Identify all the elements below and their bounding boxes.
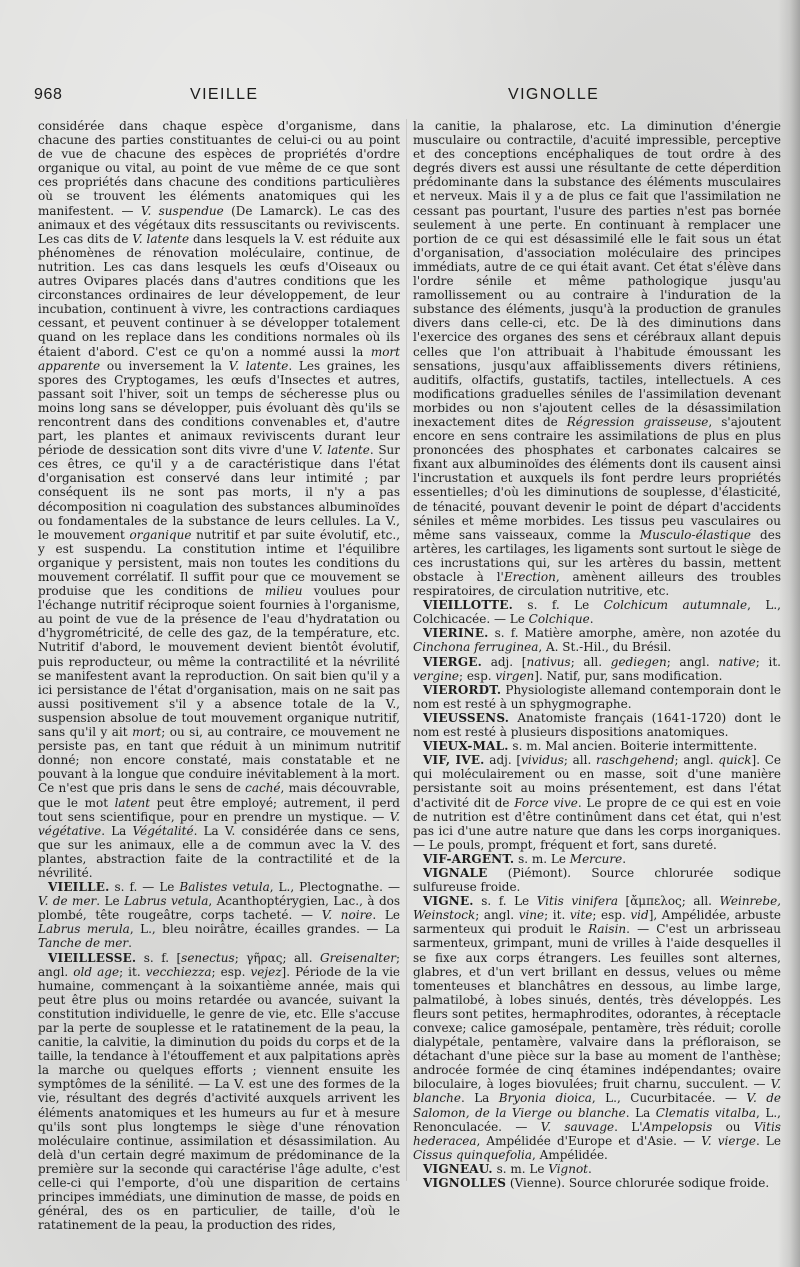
italic-term: Bryonia dioica <box>498 1091 592 1106</box>
dictionary-entry <box>413 655 781 683</box>
entry-text: ], Ampélidée, arbuste sarmenteux qui produit le <box>413 908 781 937</box>
entry-text: , L., Cucurbitacée. — <box>591 1091 747 1106</box>
italic-term: Greisenalter <box>320 950 396 965</box>
italic-term: Tanche de mer <box>38 936 129 951</box>
entry-text: ; esp. <box>592 908 631 923</box>
dictionary-entry <box>413 1176 781 1190</box>
entry-continuation <box>413 119 781 598</box>
italic-term: V. de mer <box>38 894 97 909</box>
italic-term: Erection <box>503 570 556 584</box>
entry-text: adj. [ <box>484 753 522 768</box>
headword: VIEUX-MAL. <box>423 739 509 754</box>
italic-term: Mercure <box>569 851 623 866</box>
entry-text: peut être employé; autrement, il perd tout sens scientifique, pour en prendre un mystique. — <box>38 795 400 824</box>
entry-text: . La <box>460 1091 499 1106</box>
entry-text: . <box>622 851 627 866</box>
entry-text: voulues pour l'échange nutritif réciproque soient fournies à l'organisme, au point de vue de la présence de l'eau d'hydratation ou d'hygrométricité, de celle des gaz, de la température, etc. Nutritif d'abord, le mouvement devient bientôt évolutif, puis reproducteur, ou même la contractilité et la névrilité se manifestent avant la reproduction. On sait bien qu'il y a ici persistance de l'état d'organisation, mais on ne sait pas aussi positivement s'il y a absence totale de la V., suspension absolue de tout mouvement organique nutritif, sans qu'il y ait <box>38 584 400 740</box>
italic-term: mort apparente <box>38 344 400 373</box>
italic-term: old age <box>73 964 120 979</box>
entry-text: ; angl. <box>674 753 719 768</box>
entry-text: (Vienne). Source chlorurée sodique froide. <box>506 1176 770 1191</box>
entry-text: s. f. Le <box>512 598 604 613</box>
entry-text: ]. Ce qui moléculairement ou en masse, soit d'une manière persistante soit au moins présentement, est dans l'état d'activité dit de <box>413 753 782 810</box>
headword: VIEILLE. <box>48 880 110 895</box>
entry-text: , L., Plectognathe. — <box>269 880 400 895</box>
entry-text: Anatomiste français (1641-1720) dont le nom est resté à plusieurs dispositions anatomiques. <box>413 710 781 740</box>
entry-text: ; esp. <box>458 668 496 683</box>
italic-term: vecchiezza <box>145 964 212 979</box>
italic-term: Vignot <box>548 1161 588 1176</box>
italic-term: mort <box>132 725 162 740</box>
entry-text: ; angl. <box>38 950 400 979</box>
entry-text: s. f. Le <box>473 894 537 909</box>
entry-text: , amènent ailleurs des troubles respiratoires, de circulation nutritive, etc. <box>413 570 782 599</box>
entry-text: ]. Natif, pur, sans modification. <box>534 668 723 683</box>
entry-text: nutritif et par suite évolutif, etc., y est suspendu. La constitution intime et l'équilibre organique y persistent, mais non toutes les conditions du mouvement corrélatif. Il suffit pour que ce mouvement se produise que les conditions de <box>38 527 401 599</box>
entry-text: . <box>588 1161 592 1176</box>
italic-term: Vitis vinifera <box>536 894 618 909</box>
italic-term: virgen <box>495 668 535 683</box>
italic-term: V. blanche <box>413 1077 781 1106</box>
entry-text: ; it. <box>119 964 146 979</box>
headword: VIGNEAU. <box>423 1161 493 1176</box>
italic-term: V. latente <box>132 231 190 246</box>
headword: VIGNE. <box>423 894 474 909</box>
italic-term: caché <box>245 781 281 796</box>
dictionary-entry <box>38 951 400 1233</box>
entry-text: , mais découvrable, que le mot <box>38 781 400 810</box>
running-head-right: VIGNOLLE <box>508 86 600 103</box>
entry-text: . Le propre de ce qui est en voie de nutrition est d'être continûment dans cet état, qui n'est pas ici d'une autre nature que dans les corps inorganiques. — Le pouls, prompt, fréquent et fort, sans dureté. <box>413 795 782 852</box>
headword: VIEUSSENS. <box>423 710 510 725</box>
entry-text: ; angl. <box>475 908 519 923</box>
entry-text: des artères, les cartilages, les ligaments sont surtout le siège de ces incrustations qui, sur les artères du bassin, mettent obstacle à l' <box>413 527 782 584</box>
headword: VIF-ARGENT. <box>423 851 515 866</box>
entry-text: . — C'est un arbrisseau sarmenteux, grimpant, muni de vrilles à l'aide desquelles il se fixe aux corps étrangers. Les feuilles sont alternes, glabres, et d'un vert brillant en dessus, velues ou même tomenteuses et blanchâtres en dessous, au limbe large, palmatilobé, à lobes sinués, dentés, très développés. Les fleurs sont petites, hermaphrodites, odorantes, à réceptacle convexe; calice gamosépale, pentamère, très réduit; corolle dialypétale, pentamère, valvaire dans la préfloraison, se détachant d'une pièce sur la base au moment de l'anthèse; androcée formée de cinq étamines indépendantes; ovaire biloculaire, à loges biovulées; fruit charnu, succulent. — <box>413 922 781 1092</box>
italic-term: V. végétative <box>38 809 400 838</box>
italic-term: V. de Salomon, de la Vierge ou blanche <box>413 1091 781 1120</box>
entry-text: . Le <box>755 1133 781 1148</box>
italic-term: latent <box>114 795 151 810</box>
entry-text: ; all. <box>563 753 597 768</box>
entry-text: , Acanthoptérygien, Lac., à dos plombé, tête rougeâtre, corps tacheté. — <box>38 894 401 923</box>
dictionary-entry <box>413 598 781 626</box>
entry-text: . <box>589 612 594 627</box>
entry-text: s. m. Le <box>492 1161 549 1176</box>
headword: VIERORDT. <box>423 682 502 697</box>
right-column <box>413 119 781 1190</box>
italic-term: native <box>718 654 756 669</box>
italic-term: vividus <box>521 753 564 768</box>
column-rule <box>406 119 407 1181</box>
entry-text: ; all. <box>570 654 611 669</box>
entry-text: [ἄμπελος; all. <box>617 894 720 909</box>
italic-term: vergine <box>413 668 459 683</box>
entry-text: . L' <box>614 1119 643 1134</box>
entry-text: ; it. <box>544 908 570 923</box>
entry-text: . Sur ces êtres, ce qu'il y a de caractéristique dans l'état d'organisation est conservé dans leur intimité ; par conséquent ils ne sont pas morts, il n'y a pas décomposition ni coagulation des substances albuminoïdes ou fondamentales de la substance de leurs cellules. La V., le mouvement <box>38 443 400 542</box>
entry-text: , L., Colchicacée. — Le <box>413 598 781 627</box>
entry-text: ; γῆρας; all. <box>234 950 321 965</box>
entry-text: . <box>128 936 132 951</box>
entry-text: , L., bleu noirâtre, écailles grandes. — La <box>129 922 400 937</box>
headword: VIF, IVE. <box>423 753 485 768</box>
dictionary-entry <box>413 739 781 753</box>
running-head-left: VIEILLE <box>190 86 259 103</box>
entry-text: Physiologiste allemand contemporain dont le nom est resté à un sphygmographe. <box>413 682 781 711</box>
italic-term: vite <box>569 908 593 923</box>
dictionary-entry <box>38 880 400 950</box>
entry-text: considérée dans chaque espèce d'organisme, dans chacune des parties constituantes de celui-ci ou au point de vue de chacune des espèces de propriétés d'ordre organique ou vital, au point de vue même de ce que sont ces propriétés dans chacune des conditions particulières où se trouvent les éléments anatomiques qui les manifestent. — <box>38 119 400 218</box>
italic-term: Colchicum autumnale <box>603 598 748 613</box>
entry-text: . La <box>101 823 133 838</box>
dictionary-entry <box>413 866 781 894</box>
entry-text: , A. St.-Hil., du Brésil. <box>538 640 672 655</box>
italic-term: Labrus merula <box>38 922 130 937</box>
italic-term: Cinchona ferruginea <box>413 640 539 655</box>
entry-text: . La <box>625 1105 656 1120</box>
italic-term: Ampelopsis <box>642 1119 713 1134</box>
italic-term: Musculo-élastique <box>639 527 752 542</box>
entry-text: s. f. [ <box>136 950 182 965</box>
italic-term: Vitis hederacea <box>413 1119 781 1148</box>
entry-continuation <box>38 119 400 880</box>
italic-term: V. latente <box>312 443 370 458</box>
entry-text: . La V. considérée dans ce sens, que sur les animaux, elle a de commun avec la V. des plantes, abstraction faite de la contractilité et de la névrilité. <box>38 823 400 880</box>
italic-term: milieu <box>264 584 303 599</box>
entry-text: dans lesquels la V. est réduite aux phénomènes de rénovation moléculaire, continue, de nutrition. Les cas dans lesquels les œufs d'Oiseaux ou autres Ovipares placés dans d'autres conditions que les circonstances ordinaires de leur développement, de leur incubation, continuent à vivre, les contractions cardiaques cessant, et peuvent continuer à se développer totalement quand on les replace dans les conditions normales où ils étaient d'abord. C'est ce qu'on a nommé aussi la <box>38 231 400 359</box>
entry-text: , Ampélidée. <box>532 1147 608 1162</box>
dictionary-entry <box>413 626 781 654</box>
entry-text: . Le <box>372 908 400 923</box>
left-column <box>38 119 400 1232</box>
entry-text: la canitie, la phalarose, etc. La diminution d'énergie musculaire ou contractile, d'acuité impressible, perceptive et des conceptions encéphaliques de tout ordre à des degrés divers est aussi une résultante de cette déperdition prédominante dans la substance des éléments musculaires et nerveux. Mais il y a de plus ce fait que l'assimilation ne cessant pas pourtant, l'usure des parties n'est pas bornée seulement à une perte. En continuant à remplacer une portion de ce qui est désassimilé elle le fait sous un état d'organisation, d'association moléculaire des principes immédiats, autre de ce qui était avant. Cet état s'élève dans l'ordre sénile et même pathologique jusqu'au ramollissement ou au contraire à l'induration de la substance des éléments, jusqu'à la production de granules divers dans celle-ci, etc. De là des diminutions dans l'exercice des organes des sens et cérébraux allant depuis celles que l'on attribuait à l'habitude émoussant les sensations, jusqu'aux affaiblissements divers rétiniens, auditifs, olfactifs, gustatifs, tactiles, intellectuels. A ces modifications graduelles séniles de l'assimilation devenant morbides ou non s'ajoutent celles de la désassimilation inexactement dites de <box>413 119 781 429</box>
entry-text: , Ampélidée d'Europe et d'Asie. — <box>476 1133 702 1148</box>
entry-text: s. f. Matière amorphe, amère, non azotée du <box>488 626 781 641</box>
headword: VIERINE. <box>423 626 489 641</box>
dictionary-entry <box>413 852 781 866</box>
italic-term: organique <box>129 527 192 542</box>
entry-text: (De Lamarck). Le cas des animaux et des végétaux dits ressuscitants ou reviviscents. Les cas dits de <box>38 203 401 246</box>
page-number: 968 <box>34 86 63 103</box>
entry-text: s. m. Mal ancien. Boiterie intermittente. <box>508 739 758 754</box>
entry-text: ou inversement la <box>100 358 229 373</box>
italic-term: nativus <box>526 654 571 669</box>
headword: VIGNALE <box>423 865 488 880</box>
italic-term: V. vierge <box>701 1133 756 1148</box>
headword: VIERGE. <box>423 654 483 669</box>
entry-text: . Le <box>96 894 125 909</box>
headword: VIEILLOTTE. <box>423 598 513 613</box>
italic-term: raschgehend <box>596 753 675 768</box>
italic-term: Labrus vetula <box>124 894 209 909</box>
entry-text: ; ou si, au contraire, ce mouvement ne persiste pas, en tant que réduit à un minimum nutritif donné; non encore constaté, mais constatable et ne pouvant à la longue que conduire inévitablement à la mort. Ce n'est que pris dans le sens de <box>38 725 400 796</box>
dictionary-entry <box>413 683 781 711</box>
entry-text: , s'ajoutent encore en sens contraire les assimilations de plus en plus prononcées des phosphates et carbonates calcaires se fixant aux albuminoïdes des éléments dont ils causent ainsi l'incrustation et auxquels ils font perdre leurs propriétés essentielles; d'où les diminutions de souplesse, d'élasticité, de ténacité, pouvant devenir le point de départ d'accidents séniles et même morbides. Les tissus peu vasculaires ou même sans vaisseaux, comme la <box>413 414 782 542</box>
dictionary-entry <box>413 711 781 739</box>
entry-text: (Piémont). Source chlorurée sodique sulfureuse froide. <box>413 865 781 895</box>
italic-term: vid <box>630 908 649 923</box>
italic-term: V. suspendue <box>140 203 224 218</box>
italic-term: Cissus quinquefolia <box>413 1147 533 1162</box>
entry-text: , L., Renonculacée. — <box>413 1105 781 1134</box>
italic-term: vine <box>518 908 545 923</box>
italic-term: V. latente <box>228 358 289 373</box>
dictionary-entry <box>413 1162 781 1176</box>
entry-text: ou <box>712 1119 754 1134</box>
italic-term: gediegen <box>610 654 667 669</box>
italic-term: senectus <box>181 950 235 965</box>
entry-text: ; angl. <box>666 654 719 669</box>
italic-term: Force vive <box>514 795 578 810</box>
italic-term: V. noire <box>321 908 373 923</box>
entry-text: adj. [ <box>482 654 527 669</box>
italic-term: V. sauvage <box>540 1119 615 1134</box>
entry-text: ; it. <box>755 654 781 669</box>
dictionary-entry <box>413 894 781 1162</box>
italic-term: Weinrebe, Weinstock <box>413 894 781 923</box>
italic-term: Végétalité <box>132 823 194 838</box>
italic-term: Balistes vetula <box>179 880 270 895</box>
entry-text: s. f. — Le <box>109 880 180 895</box>
italic-term: Raisin <box>588 922 627 937</box>
entry-text: ]. Période de la vie humaine, commençant à la soixantième année, mais qui peut être plus ou moins retardée ou avancée, suivant la constitution individuelle, le genre de vie, etc. Elle s'accuse par la perte de souplesse et le ratatinement de la peau, la canitie, la calvitie, la diminution du poids du corps et de la taille, la tendance à l'étouffement et aux palpitations après la marche ou quelques efforts ; viennent ensuite les symptômes de la sénilité. — La V. est une des formes de la vie, résultant des degrés d'activité auxquels arrivent les éléments anatomiques et les humeurs au fur et à mesure qu'ils sont plus longtemps le siège d'une rénovation moléculaire continue, assimilation et désassimilation. Au delà d'un certain degré maximum de prédominance de la première sur la seconde qui caractérise l'âge adulte, c'est celle-ci qui l'emporte, d'où une disparition de certains principes immédiats, une diminution de masse, de poids en général, des os en particulier, de taille, d'où le ratatinement de la peau, la production des rides, <box>38 964 401 1233</box>
entry-text: s. m. Le <box>514 851 570 866</box>
italic-term: quick <box>718 753 752 768</box>
italic-term: Clematis vitalba <box>655 1105 757 1120</box>
italic-term: Colchique <box>528 612 590 627</box>
headword: VIEILLESSE. <box>48 950 137 965</box>
entry-text: ; esp. <box>211 964 251 979</box>
italic-term: Régression graisseuse <box>566 414 709 429</box>
entry-text: . Les graines, les spores des Cryptogames, les œufs d'Insectes et autres, passant soit l'hiver, soit un temps de sécheresse plus ou moins long sans se développer, puis évoluant dès qu'ils se rencontrent dans des conditions convenables et, d'autre part, les plantes et animaux reviviscents durant leur période de dessication sont dits vivre d'une <box>38 358 400 458</box>
dictionary-entry <box>413 753 781 852</box>
italic-term: vejez <box>250 964 282 979</box>
headword: VIGNOLLES <box>423 1176 507 1191</box>
